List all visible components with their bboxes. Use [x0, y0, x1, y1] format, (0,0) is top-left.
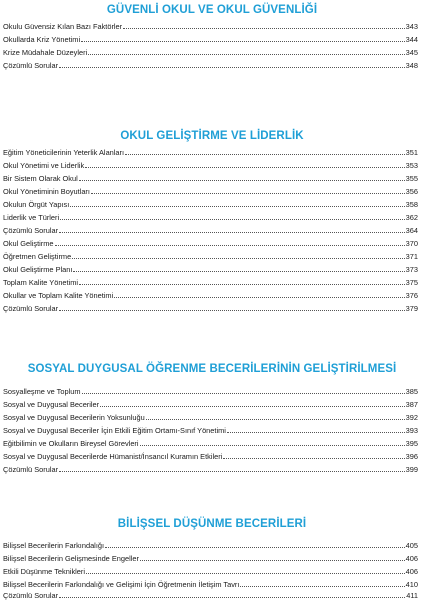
toc-entry-page: 376	[405, 291, 418, 300]
toc-entry[interactable]	[3, 210, 418, 222]
dot-leader	[81, 41, 405, 42]
toc-entry[interactable]	[3, 436, 418, 448]
toc-entry-label: Öğretmen Geliştirme	[3, 252, 72, 261]
toc-entry[interactable]	[3, 423, 418, 435]
dot-leader	[105, 547, 405, 548]
toc-entry[interactable]	[3, 301, 418, 313]
toc-entry[interactable]	[3, 275, 418, 287]
toc-entry-page: 343	[405, 22, 418, 31]
toc-entry[interactable]	[3, 262, 418, 274]
toc-entry[interactable]	[3, 249, 418, 261]
dot-leader	[123, 28, 405, 29]
dot-leader	[55, 245, 405, 246]
toc-entry-label: Krize Müdahale Düzeyleri	[3, 48, 88, 57]
toc-entry[interactable]	[3, 171, 418, 183]
section-title: BİLİŞSEL DÜŞÜNME BECERİLERİ	[117, 518, 307, 530]
toc-entry[interactable]	[3, 19, 418, 31]
toc-entry-page: 392	[405, 413, 418, 422]
toc-entry-page: 387	[405, 400, 418, 409]
toc-entry-label: Okulu Güvensiz Kılan Bazı Faktörler	[3, 22, 123, 31]
toc-entry[interactable]	[3, 145, 418, 157]
dot-leader	[59, 232, 405, 233]
toc-entry-page: 373	[405, 265, 418, 274]
toc-entry-page: 406	[405, 554, 418, 563]
section-heading-4	[0, 518, 424, 530]
dot-leader	[60, 219, 405, 220]
toc-entry-label: Okul Yönetiminin Boyutları	[3, 187, 90, 196]
dot-leader	[82, 393, 405, 394]
toc-entry-page: 364	[405, 226, 418, 235]
toc-entry-page: 395	[405, 439, 418, 448]
toc-entry-label: Bilişsel Becerilerin Farkındalığı ve Gelişimi İçin Öğretmenin İletişim Tavrı	[3, 580, 240, 589]
dot-leader	[72, 258, 404, 259]
section-title: GÜVENLİ OKUL VE OKUL GÜVENLİĞİ	[106, 4, 318, 16]
dot-leader	[140, 445, 405, 446]
dot-leader	[79, 180, 405, 181]
toc-entry-label: Sosyal ve Duygusal Beceriler İçin Etkili Eğitim Ortamı-Sınıf Yönetimi	[3, 426, 226, 435]
dot-leader	[59, 597, 405, 598]
section-title: SOSYAL DUYGUSAL ÖĞRENME BECERİLERİNİN GELİŞTİRİLMESİ	[27, 363, 397, 375]
toc-entry-page: 344	[405, 35, 418, 44]
toc-entry-page: 371	[405, 252, 418, 261]
dot-leader	[227, 432, 405, 433]
dot-leader	[88, 54, 404, 55]
dot-leader	[100, 406, 405, 407]
toc-entry-label: Çözümlü Sorular	[3, 304, 59, 313]
dot-leader	[240, 586, 404, 587]
toc-entry-label: Okul Yönetimi ve Liderlik	[3, 161, 85, 170]
toc-entry-page: 385	[405, 387, 418, 396]
toc-entry[interactable]	[3, 384, 418, 396]
dot-leader	[146, 419, 405, 420]
toc-entry-page: 406	[405, 567, 418, 576]
toc-entry-label: Çözümlü Sorular	[3, 465, 59, 474]
toc-entry-page: 351	[405, 148, 418, 157]
toc-entry-label: Çözümlü Sorular	[3, 226, 59, 235]
toc-entry-page: 370	[405, 239, 418, 248]
toc-entry-page: 358	[405, 200, 418, 209]
toc-entry-page: 353	[405, 161, 418, 170]
toc-entry-page: 393	[405, 426, 418, 435]
dot-leader	[86, 573, 405, 574]
toc-entry-label: Bilişsel Becerilerin Farkındalığı	[3, 541, 105, 550]
toc-entry[interactable]	[3, 45, 418, 57]
toc-entry-label: Bilişsel Becerilerin Gelişmesinde Engeller	[3, 554, 139, 563]
toc-entry-label: Okul Geliştirme Planı	[3, 265, 73, 274]
toc-entry[interactable]	[3, 551, 418, 563]
toc-entry[interactable]	[3, 449, 418, 461]
dot-leader	[91, 193, 405, 194]
toc-entry-label: Okul Geliştirme	[3, 239, 54, 248]
toc-entry[interactable]	[3, 564, 418, 576]
toc-entry[interactable]	[3, 158, 418, 170]
toc-entry-label: Eğitbilimin ve Okulların Bireysel Görevleri	[3, 439, 139, 448]
toc-entry[interactable]	[3, 197, 418, 209]
dot-leader	[70, 206, 404, 207]
toc-entry-page: 355	[405, 174, 418, 183]
dot-leader	[140, 560, 405, 561]
toc-entry[interactable]	[3, 397, 418, 409]
toc-entry-label: Sosyal ve Duygusal Beceriler	[3, 400, 100, 409]
toc-entry-label: Okullar ve Toplam Kalite Yönetimi	[3, 291, 114, 300]
toc-entry[interactable]	[3, 32, 418, 44]
toc-entry[interactable]	[3, 588, 418, 600]
section-heading-2	[0, 130, 424, 142]
toc-entry-label: Sosyalleşme ve Toplum	[3, 387, 81, 396]
toc-entry-label: Çözümlü Sorular	[3, 61, 59, 70]
toc-entry[interactable]	[3, 462, 418, 474]
toc-entry-page: 345	[405, 48, 418, 57]
toc-entry[interactable]	[3, 223, 418, 235]
toc-entry-page: 356	[405, 187, 418, 196]
dot-leader	[85, 167, 404, 168]
toc-entry-label: Eğitim Yöneticilerinin Yeterlik Alanları	[3, 148, 125, 157]
dot-leader	[125, 154, 405, 155]
toc-entry[interactable]	[3, 538, 418, 550]
section-title: OKUL GELİŞTİRME VE LİDERLİK	[120, 130, 304, 142]
toc-entry-label: Çözümlü Sorular	[3, 591, 59, 600]
toc-entry-page: 396	[405, 452, 418, 461]
toc-entry-page: 379	[405, 304, 418, 313]
toc-entry-label: Etkili Düşünme Teknikleri	[3, 567, 86, 576]
section-heading-3	[0, 363, 424, 375]
toc-entry-page: 410	[405, 580, 418, 589]
toc-entry[interactable]	[3, 410, 418, 422]
dot-leader	[73, 271, 404, 272]
section-heading-1	[0, 4, 424, 16]
toc-entry-page: 405	[405, 541, 418, 550]
dot-leader	[59, 310, 405, 311]
toc-entry-label: Bir Sistem Olarak Okul	[3, 174, 78, 183]
toc-entry-page: 375	[405, 278, 418, 287]
toc-entry[interactable]	[3, 58, 418, 70]
toc-entry[interactable]	[3, 288, 418, 300]
toc-entry-page: 348	[405, 61, 418, 70]
toc-entry-label: Liderlik ve Türleri	[3, 213, 60, 222]
dot-leader	[114, 297, 404, 298]
toc-entry-label: Sosyal ve Duygusal Becerilerde Hümanist/İnsancıl Kuramın Etkileri	[3, 452, 223, 461]
toc-entry-label: Okullarda Kriz Yönetimi	[3, 35, 81, 44]
toc-entry-label: Okulun Örgüt Yapısı	[3, 200, 70, 209]
toc-entry-page: 362	[405, 213, 418, 222]
dot-leader	[223, 458, 404, 459]
toc-entry[interactable]	[3, 184, 418, 196]
dot-leader	[59, 67, 405, 68]
dot-leader	[79, 284, 405, 285]
dot-leader	[59, 471, 405, 472]
toc-entry[interactable]	[3, 236, 418, 248]
toc-entry-label: Toplam Kalite Yönetimi	[3, 278, 79, 287]
toc-entry-page: 411	[406, 591, 418, 600]
toc-entry-label: Sosyal ve Duygusal Becerilerin Yoksunluğu	[3, 413, 145, 422]
toc-entry-page: 399	[405, 465, 418, 474]
